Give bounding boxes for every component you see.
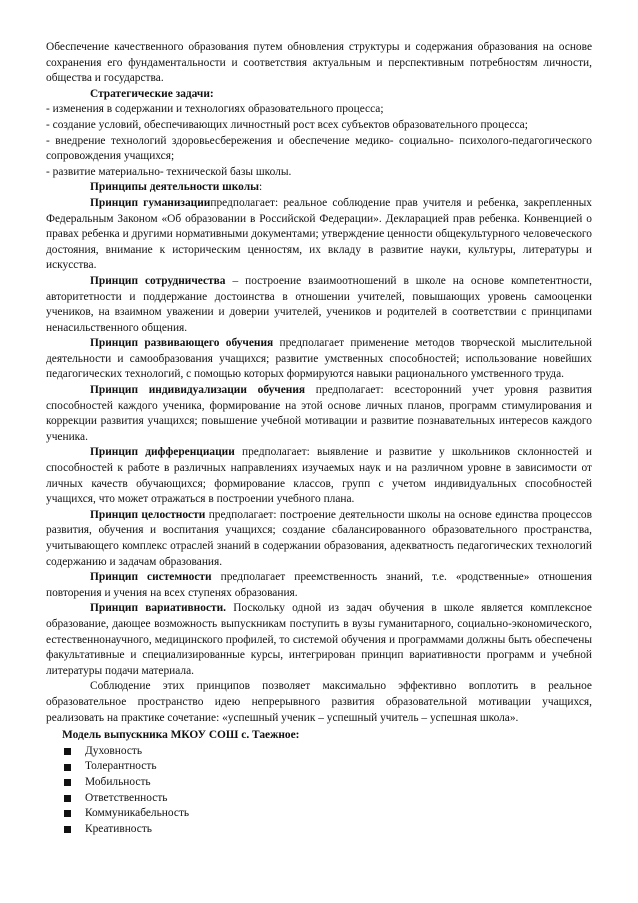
principle-text: предполагает: построение деятельности школы на основе единства процессов развития, обучения и воспитания учащихся; создание сбалансированного образовательного пространства, учитывающего комплекс отраслей знаний в содержании образования, адекватность педагогических технологий содержанию и задачам образования. bbox=[46, 508, 592, 568]
principle-name: Принцип сотрудничества bbox=[90, 274, 226, 287]
principle-name: Принцип системности bbox=[90, 571, 212, 584]
principle-text: предполагает: выявление и развитие у школьников склонностей и способностей к работе в различных направлениях изучаемых наук и на различном уровне в зависимости от личных качеств обучающихся; формирование классов, групп с учетом индивидуальных способностей учащихся, что может отражаться в построении учебного плана. bbox=[46, 446, 592, 506]
square-bullet-icon bbox=[64, 826, 71, 833]
document-page bbox=[46, 40, 592, 837]
square-bullet-icon bbox=[64, 795, 71, 802]
principle-paragraph bbox=[46, 570, 592, 601]
model-list-item bbox=[64, 791, 592, 807]
task-item: - развитие материально- технической базы школы. bbox=[46, 165, 292, 178]
principle-text: предполагает преемственность знаний, т.е. «родственные» отношения повторения и учения на всех ступенях образования. bbox=[46, 571, 592, 599]
principle-paragraph bbox=[46, 508, 592, 570]
principle-paragraph bbox=[46, 196, 592, 274]
principle-name: Принцип дифференциации bbox=[90, 446, 235, 459]
principle-text: – построение взаимоотношений в школе на основе компетентности, авторитетности и поддержание достоинства в отношении учителей, повышающих уровень самооценки учеников, на взаимном уважении и доверии учителей, учеников и родителей в соответствии с принципами ненасильственного общения. bbox=[46, 274, 593, 334]
principle-name: Принцип гуманизации bbox=[90, 196, 211, 209]
model-item-label: Духовность bbox=[85, 744, 143, 757]
principle-text: Поскольку одной из задач обучения в школе является комплексное образование, дающее возможность выпускникам поступить в вузы гуманитарного, социально-экономического, естественнонаучного, медицинского профилей, то системой обучения и программами должны быть обеспечены факультативные и специализированные курсы, интегрирован принцип вариативности программ и учебной литературы подачи материала. bbox=[46, 602, 592, 677]
principles-heading-text: Принципы деятельности школы bbox=[90, 181, 259, 194]
task-item: - внедрение технологий здоровьесбережения и обеспечение медико- социально- психолого-педагогического сопровождения учащихся; bbox=[46, 134, 592, 163]
square-bullet-icon bbox=[64, 810, 71, 817]
principles-heading-colon: : bbox=[258, 181, 263, 194]
model-list-item bbox=[64, 744, 592, 760]
model-heading: Модель выпускника МКОУ СОШ с. Таежное: bbox=[62, 729, 300, 742]
model-list-item bbox=[64, 759, 592, 775]
model-item-label: Ответственность bbox=[85, 791, 168, 804]
principle-name: Принцип вариативности. bbox=[90, 602, 227, 615]
square-bullet-icon bbox=[64, 764, 71, 771]
principle-text: предполагает применение методов творческой мыслительной деятельности и самообразования учащихся; развитие умственных способностей; использование новейших педагогических технологий, с помощью которых формируются навыки рационального умственного труда. bbox=[46, 337, 592, 381]
principle-paragraph bbox=[46, 383, 592, 445]
model-item-label: Креативность bbox=[85, 822, 153, 835]
model-list-item bbox=[64, 822, 592, 838]
square-bullet-icon bbox=[64, 779, 71, 786]
principle-name: Принцип целостности bbox=[90, 508, 206, 521]
principle-paragraph bbox=[46, 601, 592, 679]
model-list-item bbox=[64, 775, 592, 791]
intro-paragraph: Обеспечение качественного образования путем обновления структуры и содержания образования на основе сохранения его фундаментальности и соответствия актуальным и перспективным потребностям личности, общества и государства. bbox=[46, 41, 592, 85]
principle-text: предполагает: всесторонний учет уровня развития способностей каждого ученика, формирование на этой основе личных планов, программ стимулирования и коррекции развития учащихся; повышение учебной мотивации и развитие познавательных интересов каждого ученика. bbox=[46, 384, 593, 443]
principle-paragraph bbox=[46, 445, 592, 507]
tasks-heading: Стратегические задачи: bbox=[90, 87, 214, 100]
model-list-item bbox=[64, 806, 592, 822]
model-item-label: Мобильность bbox=[85, 775, 151, 788]
task-item: - создание условий, обеспечивающих личностный рост всех субъектов образовательного процесса; bbox=[46, 118, 528, 131]
model-list bbox=[46, 744, 592, 838]
model-item-label: Толерантность bbox=[85, 760, 157, 773]
principles-heading bbox=[46, 180, 592, 196]
square-bullet-icon bbox=[64, 748, 71, 755]
principle-paragraph bbox=[46, 274, 592, 336]
task-item: - изменения в содержании и технологиях образовательного процесса; bbox=[46, 103, 384, 116]
principle-paragraph bbox=[46, 336, 592, 383]
principle-name: Принцип развивающего обучения bbox=[90, 337, 274, 350]
principle-name: Принцип индивидуализации обучения bbox=[90, 384, 306, 397]
model-item-label: Коммуникабельность bbox=[85, 807, 190, 820]
conclusion-paragraph: Соблюдение этих принципов позволяет максимально эффективно воплотить в реальное образовательное пространство идею непрерывного развития образовательной мотивации учащихся, реализовать на практике сочетание: «успешный ученик – успешный учитель – успешная школа». bbox=[46, 680, 592, 724]
principle-text: предполагает: реальное соблюдение прав учителя и ребенка, закрепленных Федеральным Законом «Об образовании в Российской Федерации». Декларацией прав ребенка. Конвенцией о правах ребенка и другими нормативными документами; утверждение ценности общекультурного человеческого достояния, внимание к историческим ценностям, их вкладу в развитие науки, культуры, литературы и искусства. bbox=[46, 196, 592, 272]
